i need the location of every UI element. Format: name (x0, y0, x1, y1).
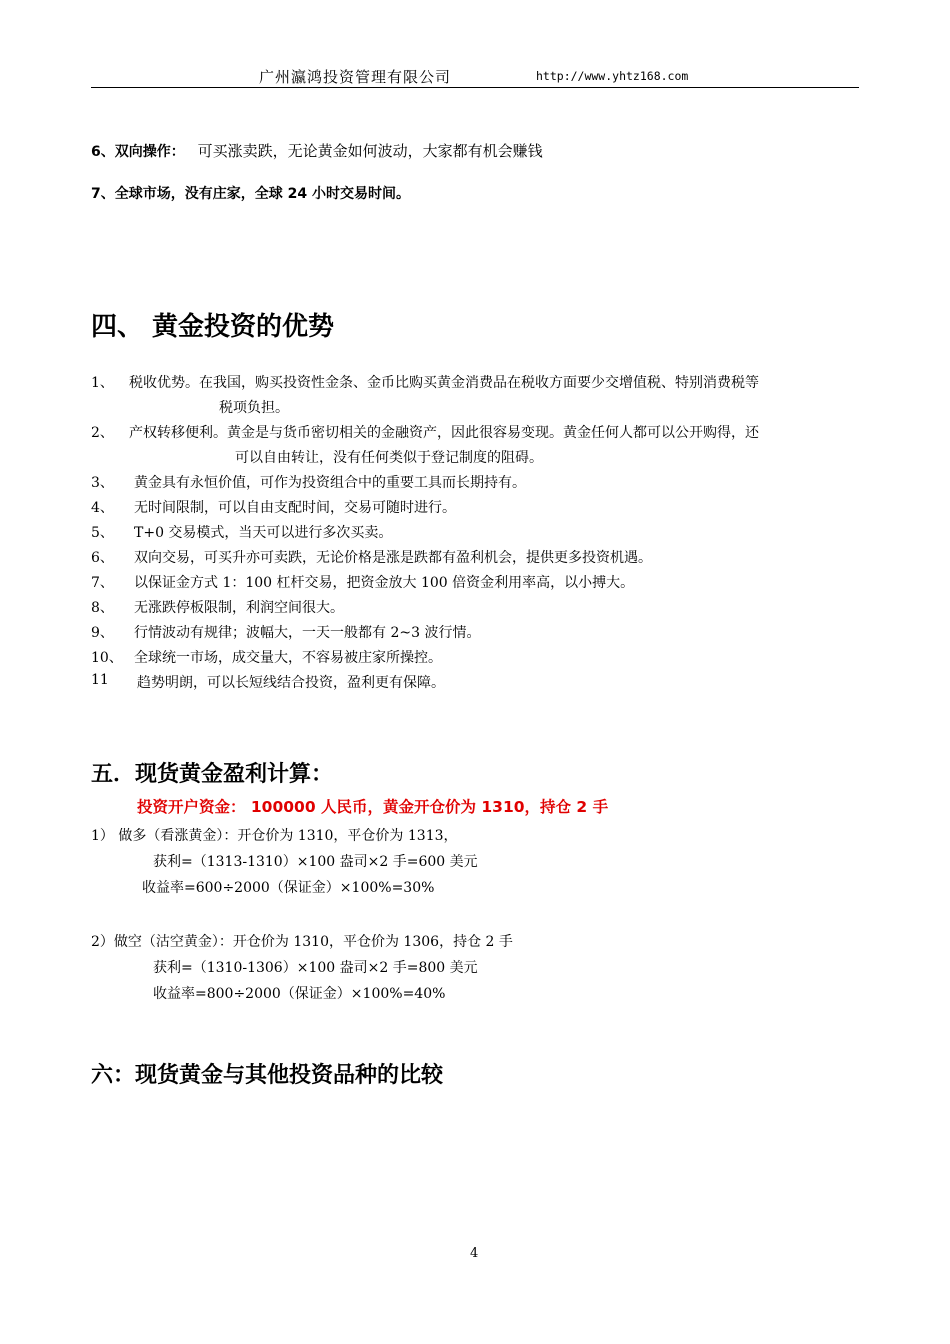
list-item-text: 全球统一市场，成交量大，不容易被庄家所操控。 (134, 650, 442, 666)
intro-point-7 (91, 183, 410, 203)
list-item-text: 无时间限制，可以自由支配时间，交易可随时进行。 (134, 500, 456, 516)
advantages-list (91, 372, 871, 697)
list-item-number: 10、 (91, 650, 123, 666)
list-item (91, 572, 871, 597)
section-4-title: 四、 黄金投资的优势 (91, 312, 335, 342)
list-item (91, 472, 871, 497)
short-example-line: 2）做空（沽空黄金）：开仓价为 1310，平仓价为 1306，持仓 2 手 (91, 934, 513, 950)
header-divider (91, 87, 859, 88)
list-item (91, 597, 871, 622)
short-example-yield: 收益率=800÷2000（保证金）×100%=40% (153, 986, 446, 1002)
list-item-text: 产权转移便利。黄金是与货币密切相关的金融资产，因此很容易变现。黄金任何人都可以公开购得，还 (129, 425, 759, 441)
list-item-number: 4、 (91, 500, 114, 516)
list-item (91, 622, 871, 647)
list-item (91, 497, 871, 522)
list-item-number: 8、 (91, 600, 114, 616)
list-item-text: 双向交易，可买升亦可卖跌，无论价格是涨是跌都有盈利机会，提供更多投资机遇。 (134, 550, 652, 566)
header-company-name: 广州瀛鸿投资管理有限公司 (259, 68, 452, 86)
short-example-profit: 获利=（1310-1306）×100 盎司×2 手=800 美元 (153, 960, 478, 976)
list-item-number: 6、 (91, 550, 114, 566)
list-item (91, 372, 871, 422)
list-item-number: 5、 (91, 525, 114, 541)
list-item-text: 无涨跌停板限制，利润空间很大。 (134, 600, 344, 616)
account-funds-highlight: 投资开户资金： 100000 人民币，黄金开仓价为 1310，持仓 2 手 (137, 798, 609, 816)
header-url[interactable]: http://www.yhtz168.com (536, 69, 689, 83)
list-item-text: T+0 交易模式，当天可以进行多次买卖。 (134, 525, 393, 541)
intro-point-text: 可买涨卖跌，无论黄金如何波动，大家都有机会赚钱 (197, 142, 543, 160)
list-item-number: 11 (91, 672, 109, 688)
intro-point-label: 6、双向操作： (91, 144, 185, 160)
list-item-text: 趋势明朗，可以长短线结合投资，盈利更有保障。 (137, 675, 445, 691)
long-example-yield: 收益率=600÷2000（保证金）×100%=30% (142, 880, 435, 896)
long-example-line: 1） 做多（看涨黄金）：开仓价为 1310，平仓价为 1313， (91, 828, 458, 844)
list-item-number: 3、 (91, 475, 114, 491)
list-item-continuation: 可以自由转让，没有任何类似于登记制度的阻碍。 (235, 450, 543, 466)
intro-point-label: 7、全球市场，没有庄家，全球 24 小时交易时间。 (91, 186, 410, 202)
list-item-number: 2、 (91, 425, 114, 441)
list-item-number: 7、 (91, 575, 114, 591)
list-item (91, 647, 871, 672)
page-number: 4 (470, 1246, 479, 1261)
list-item (91, 547, 871, 572)
section-6-title: 六：现货黄金与其他投资品种的比较 (91, 1063, 444, 1088)
list-item-continuation: 税项负担。 (219, 400, 289, 416)
list-item (91, 522, 871, 547)
list-item-text: 黄金具有永恒价值，可作为投资组合中的重要工具而长期持有。 (134, 475, 526, 491)
list-item-number: 9、 (91, 625, 114, 641)
list-item-text: 以保证金方式 1：100 杠杆交易，把资金放大 100 倍资金利用率高，以小搏大。 (134, 575, 635, 591)
section-5-title: 五．现货黄金盈利计算： (91, 762, 334, 787)
intro-point-6 (91, 140, 543, 161)
long-example-profit: 获利=（1313-1310）×100 盎司×2 手=600 美元 (153, 854, 478, 870)
list-item-text: 行情波动有规律；波幅大，一天一般都有 2~3 波行情。 (134, 625, 481, 641)
list-item-text: 税收优势。在我国，购买投资性金条、金币比购买黄金消费品在税收方面要少交增值税、特别消费税等 (129, 375, 759, 391)
list-item-number: 1、 (91, 375, 114, 391)
list-item (91, 422, 871, 472)
list-item (91, 672, 871, 697)
